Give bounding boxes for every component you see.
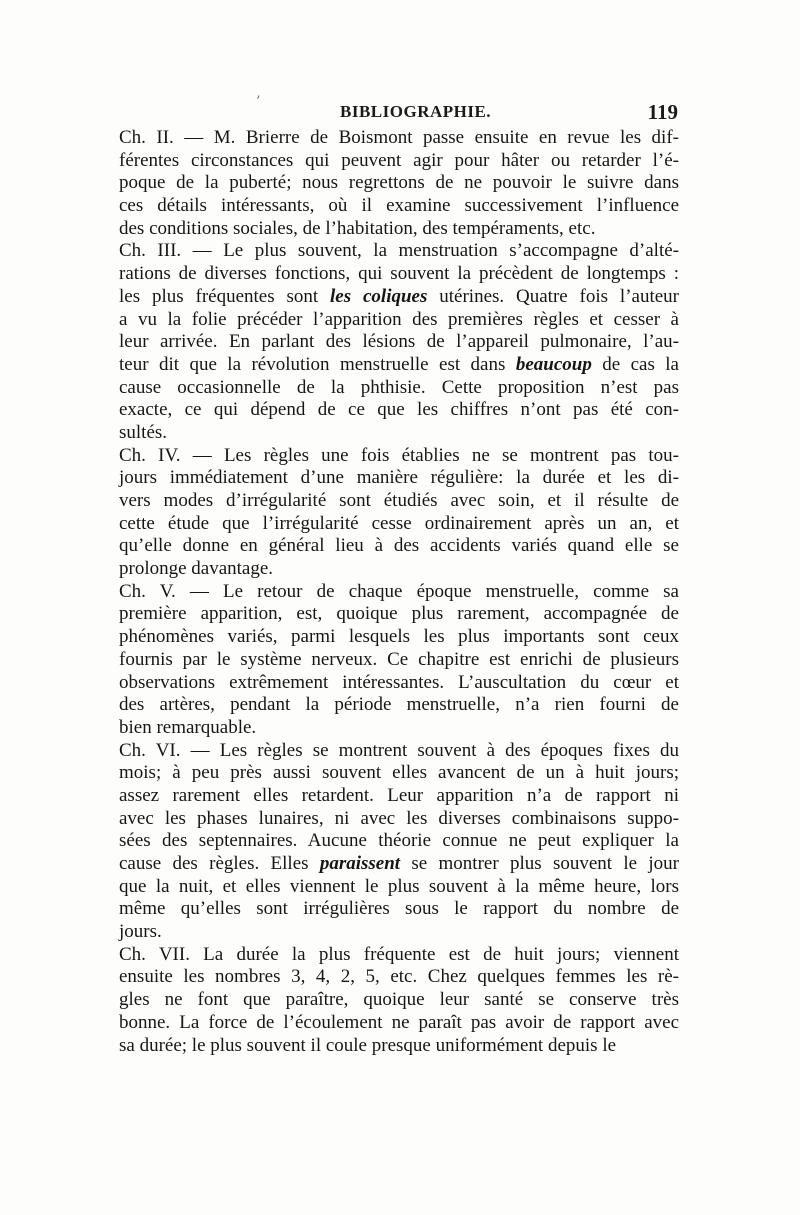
text-line bbox=[119, 1012, 679, 1035]
paragraph bbox=[119, 944, 679, 1057]
text-line bbox=[119, 603, 679, 626]
text-run: fournis par le système nerveux. Ce chapitre est enrichi de plusieurs bbox=[119, 648, 679, 670]
text-line bbox=[119, 218, 679, 241]
text-run: cause des règles. Elles bbox=[119, 853, 320, 874]
text-line bbox=[119, 717, 679, 740]
text-run: avec les phases lunaires, ni avec les diverses combinaisons suppo- bbox=[119, 807, 679, 829]
text-line bbox=[119, 490, 679, 513]
text-run: même qu’elles sont irrégulières sous le rapport du nombre de bbox=[119, 898, 679, 920]
text-run: que la nuit, et elles viennent le plus souvent à la même heure, lors bbox=[119, 875, 679, 897]
text-line bbox=[119, 944, 679, 967]
text-run: les plus fréquentes sont bbox=[119, 285, 331, 307]
emphasis: les coliques bbox=[330, 285, 428, 307]
text-run: des artères, pendant la période menstruelle, n’a rien fourni de bbox=[119, 694, 679, 716]
text-run: jours. bbox=[119, 921, 162, 943]
text-line bbox=[119, 876, 679, 899]
text-run: Ch. V. — Le retour de chaque époque menstruelle, comme sa bbox=[119, 580, 679, 602]
text-run: a vu la folie précéder l’apparition des premières règles et cesser à bbox=[119, 308, 679, 330]
text-run: Ch. III. — Le plus souvent, la menstruation s’accompagne d’alté- bbox=[119, 240, 679, 262]
text-run: observations extrêmement intéressantes. L’auscultation du cœur et bbox=[119, 671, 679, 693]
text-run: sa durée; le plus souvent il coule presque uniformément depuis le bbox=[119, 1034, 617, 1056]
text-line bbox=[119, 195, 679, 218]
text-run: ensuite les nombres 3, 4, 2, 5, etc. Chez quelques femmes les rè- bbox=[119, 966, 679, 988]
text-run: férentes circonstances qui peuvent agir pour hâter ou retarder l’é- bbox=[119, 149, 679, 171]
text-run: assez rarement elles retardent. Leur apparition n’a de rapport ni bbox=[119, 784, 679, 806]
text-run: se montrer plus souvent le jour bbox=[400, 853, 679, 874]
text-run: Ch. II. — M. Brierre de Boismont passe ensuite en revue les dif- bbox=[119, 127, 679, 148]
text-line bbox=[119, 785, 679, 808]
text-line bbox=[119, 808, 679, 831]
text-line bbox=[119, 467, 679, 490]
text-line bbox=[119, 513, 679, 536]
text-line bbox=[119, 921, 679, 944]
text-run: bonne. La force de l’écoulement ne paraît pas avoir de rapport avec bbox=[119, 1011, 679, 1033]
text-run: prolonge davantage. bbox=[119, 558, 274, 580]
text-line bbox=[119, 422, 679, 445]
text-line bbox=[119, 172, 679, 195]
text-line bbox=[119, 263, 679, 286]
text-line bbox=[119, 740, 679, 763]
text-line bbox=[119, 558, 679, 581]
text-run: gles ne font que paraître, quoique leur santé se conserve très bbox=[119, 989, 679, 1011]
text-line bbox=[119, 286, 679, 309]
text-line bbox=[119, 581, 679, 604]
text-run: leur arrivée. En parlant des lésions de l’appareil pulmonaire, l’au- bbox=[119, 331, 679, 353]
tick-mark: ’ bbox=[256, 94, 261, 110]
paragraph bbox=[119, 581, 679, 740]
text-run: bien remarquable. bbox=[119, 716, 257, 738]
text-run: jours immédiatement d’une manière régulière: la durée et les di- bbox=[119, 467, 679, 489]
emphasis: paraissent bbox=[319, 853, 401, 874]
text-line bbox=[119, 377, 679, 400]
text-line bbox=[119, 1035, 679, 1058]
text-run: teur dit que la révolution menstruelle est dans bbox=[119, 353, 516, 375]
text-line bbox=[119, 399, 679, 422]
text-run: phénomènes variés, parmi lesquels les plus importants sont ceux bbox=[119, 626, 679, 648]
text-line bbox=[119, 694, 679, 717]
text-line bbox=[119, 309, 679, 332]
text-run: utérines. Quatre fois l’auteur bbox=[427, 285, 680, 307]
text-run: rations de diverses fonctions, qui souvent la précèdent de longtemps : bbox=[119, 263, 679, 285]
text-run: Ch. IV. — Les règles une fois établies ne se montrent pas tou- bbox=[119, 444, 679, 466]
text-run: cause occasionnelle de la phthisie. Cette proposition n’est pas bbox=[119, 376, 679, 398]
text-run: Ch. VI. — Les règles se montrent souvent à des époques fixes du bbox=[119, 739, 679, 761]
text-run: de cas la bbox=[591, 353, 679, 375]
text-line bbox=[119, 127, 679, 150]
text-run: exacte, ce qui dépend de ce que les chiffres n’ont pas été con- bbox=[119, 399, 679, 421]
text-run: Ch. VII. La durée la plus fréquente est de huit jours; viennent bbox=[119, 943, 679, 965]
paragraph bbox=[119, 127, 679, 240]
running-head bbox=[120, 100, 678, 128]
body-text bbox=[119, 127, 679, 1057]
text-run: sultés. bbox=[119, 421, 168, 443]
text-run: sées des septennaires. Aucune théorie connue ne peut expliquer la bbox=[119, 830, 679, 852]
text-line bbox=[119, 649, 679, 672]
text-run: vers modes d’irrégularité sont étudiés avec soin, et il résulte de bbox=[119, 490, 679, 511]
text-run: cette étude que l’irrégularité cesse ordinairement après un an, et bbox=[119, 512, 679, 534]
emphasis: beaucoup bbox=[515, 353, 592, 375]
text-line bbox=[119, 354, 679, 377]
text-line bbox=[119, 535, 679, 558]
text-run: poque de la puberté; nous regrettons de ne pouvoir le suivre dans bbox=[119, 172, 679, 194]
text-line bbox=[119, 853, 679, 876]
text-line bbox=[119, 626, 679, 649]
text-run: des conditions sociales, de l’habitation, des tempéraments, etc. bbox=[119, 217, 596, 239]
text-run: ces détails intéressants, où il examine successivement l’influence bbox=[119, 195, 679, 217]
text-line bbox=[119, 898, 679, 921]
text-line bbox=[119, 672, 679, 695]
paragraph bbox=[119, 445, 679, 581]
page-number: 119 bbox=[647, 100, 678, 124]
text-line bbox=[119, 762, 679, 785]
paragraph bbox=[119, 740, 679, 944]
text-line bbox=[119, 989, 679, 1012]
text-line bbox=[119, 966, 679, 989]
running-title: BIBLIOGRAPHIE. bbox=[340, 102, 492, 121]
text-line bbox=[119, 150, 679, 173]
text-line bbox=[119, 445, 679, 468]
text-run: qu’elle donne en général lieu à des accidents variés quand elle se bbox=[119, 535, 679, 557]
text-line bbox=[119, 240, 679, 263]
paragraph bbox=[119, 240, 679, 444]
text-line bbox=[119, 331, 679, 354]
text-run: première apparition, est, quoique plus rarement, accompagnée de bbox=[119, 603, 679, 625]
text-run: mois; à peu près aussi souvent elles avancent de un à huit jours; bbox=[119, 762, 679, 784]
text-line bbox=[119, 830, 679, 853]
